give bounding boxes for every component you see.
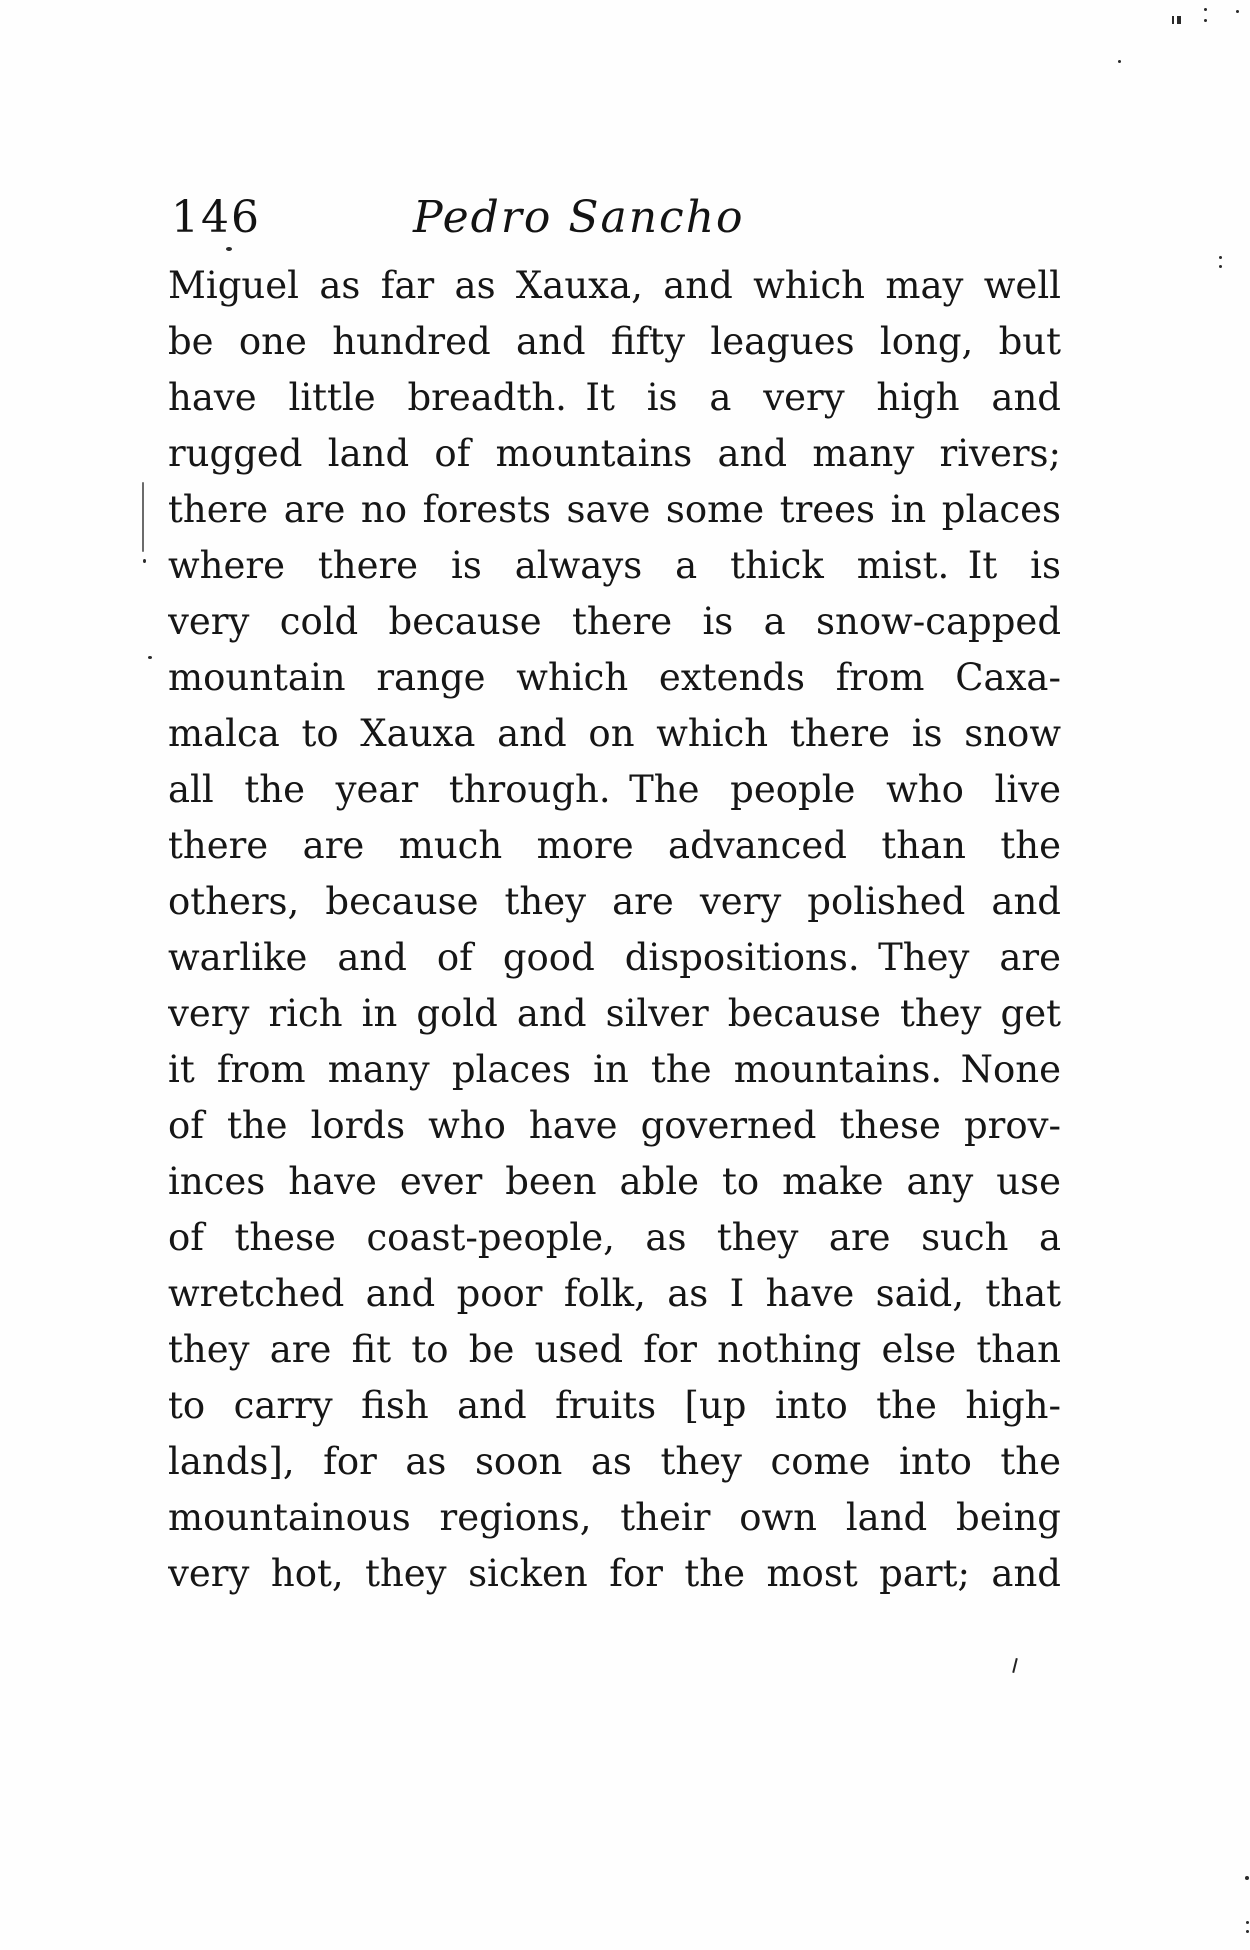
text-line: mountainous regions, their own land being xyxy=(168,1496,1061,1539)
scan-speck xyxy=(1219,256,1222,259)
running-header-title: Pedro Sancho xyxy=(413,192,745,243)
text-line: there are much more advanced than the xyxy=(168,824,1061,867)
scan-speck xyxy=(143,559,146,563)
scan-speck xyxy=(1246,1930,1249,1933)
text-line: have little breadth. It is a very high and xyxy=(168,376,1061,419)
text-line: of these coast-people, as they are such a xyxy=(168,1216,1061,1259)
scan-margin-stroke xyxy=(142,482,144,552)
scan-speck xyxy=(1118,60,1121,63)
text-line: lands], for as soon as they come into the xyxy=(168,1440,1061,1483)
text-line: rugged land of mountains and many rivers; xyxy=(168,432,1061,475)
text-line: they are fit to be used for nothing else than xyxy=(168,1328,1061,1371)
text-line: there are no forests save some trees in places xyxy=(168,488,1061,531)
scan-speck xyxy=(148,656,152,659)
text-line: where there is always a thick mist. It is xyxy=(168,544,1061,587)
scan-speck xyxy=(1204,19,1207,22)
scan-speck xyxy=(1219,265,1222,268)
text-line: very cold because there is a snow-capped xyxy=(168,600,1061,643)
text-line: others, because they are very polished and xyxy=(168,880,1061,923)
text-line: very hot, they sicken for the most part; and xyxy=(168,1552,1061,1595)
body-text xyxy=(168,258,1061,1602)
scan-speck xyxy=(1012,1658,1018,1673)
text-line: be one hundred and fifty leagues long, but xyxy=(168,320,1061,363)
text-line: Miguel as far as Xauxa, and which may well xyxy=(168,264,1061,307)
text-line: it from many places in the mountains. None xyxy=(168,1048,1061,1091)
scan-speck xyxy=(1177,16,1181,24)
text-line: wretched and poor folk, as I have said, that xyxy=(168,1272,1061,1315)
text-line: of the lords who have governed these prov- xyxy=(168,1104,1061,1147)
text-line: warlike and of good dispositions. They are xyxy=(168,936,1061,979)
scan-speck xyxy=(1172,16,1174,24)
text-line: mountain range which extends from Caxa- xyxy=(168,656,1061,699)
page-number: 146 xyxy=(171,192,261,243)
scan-speck xyxy=(226,247,232,251)
scan-speck xyxy=(1246,1921,1249,1924)
text-line: inces have ever been able to make any use xyxy=(168,1160,1061,1203)
scan-speck xyxy=(1236,10,1239,13)
text-line: very rich in gold and silver because they get xyxy=(168,992,1061,1035)
scan-speck xyxy=(1245,1876,1249,1880)
running-head xyxy=(0,192,1250,242)
scan-speck xyxy=(1204,8,1207,11)
text-line: malca to Xauxa and on which there is snow xyxy=(168,712,1061,755)
text-line: all the year through. The people who live xyxy=(168,768,1061,811)
text-line: to carry fish and fruits [up into the high- xyxy=(168,1384,1061,1427)
